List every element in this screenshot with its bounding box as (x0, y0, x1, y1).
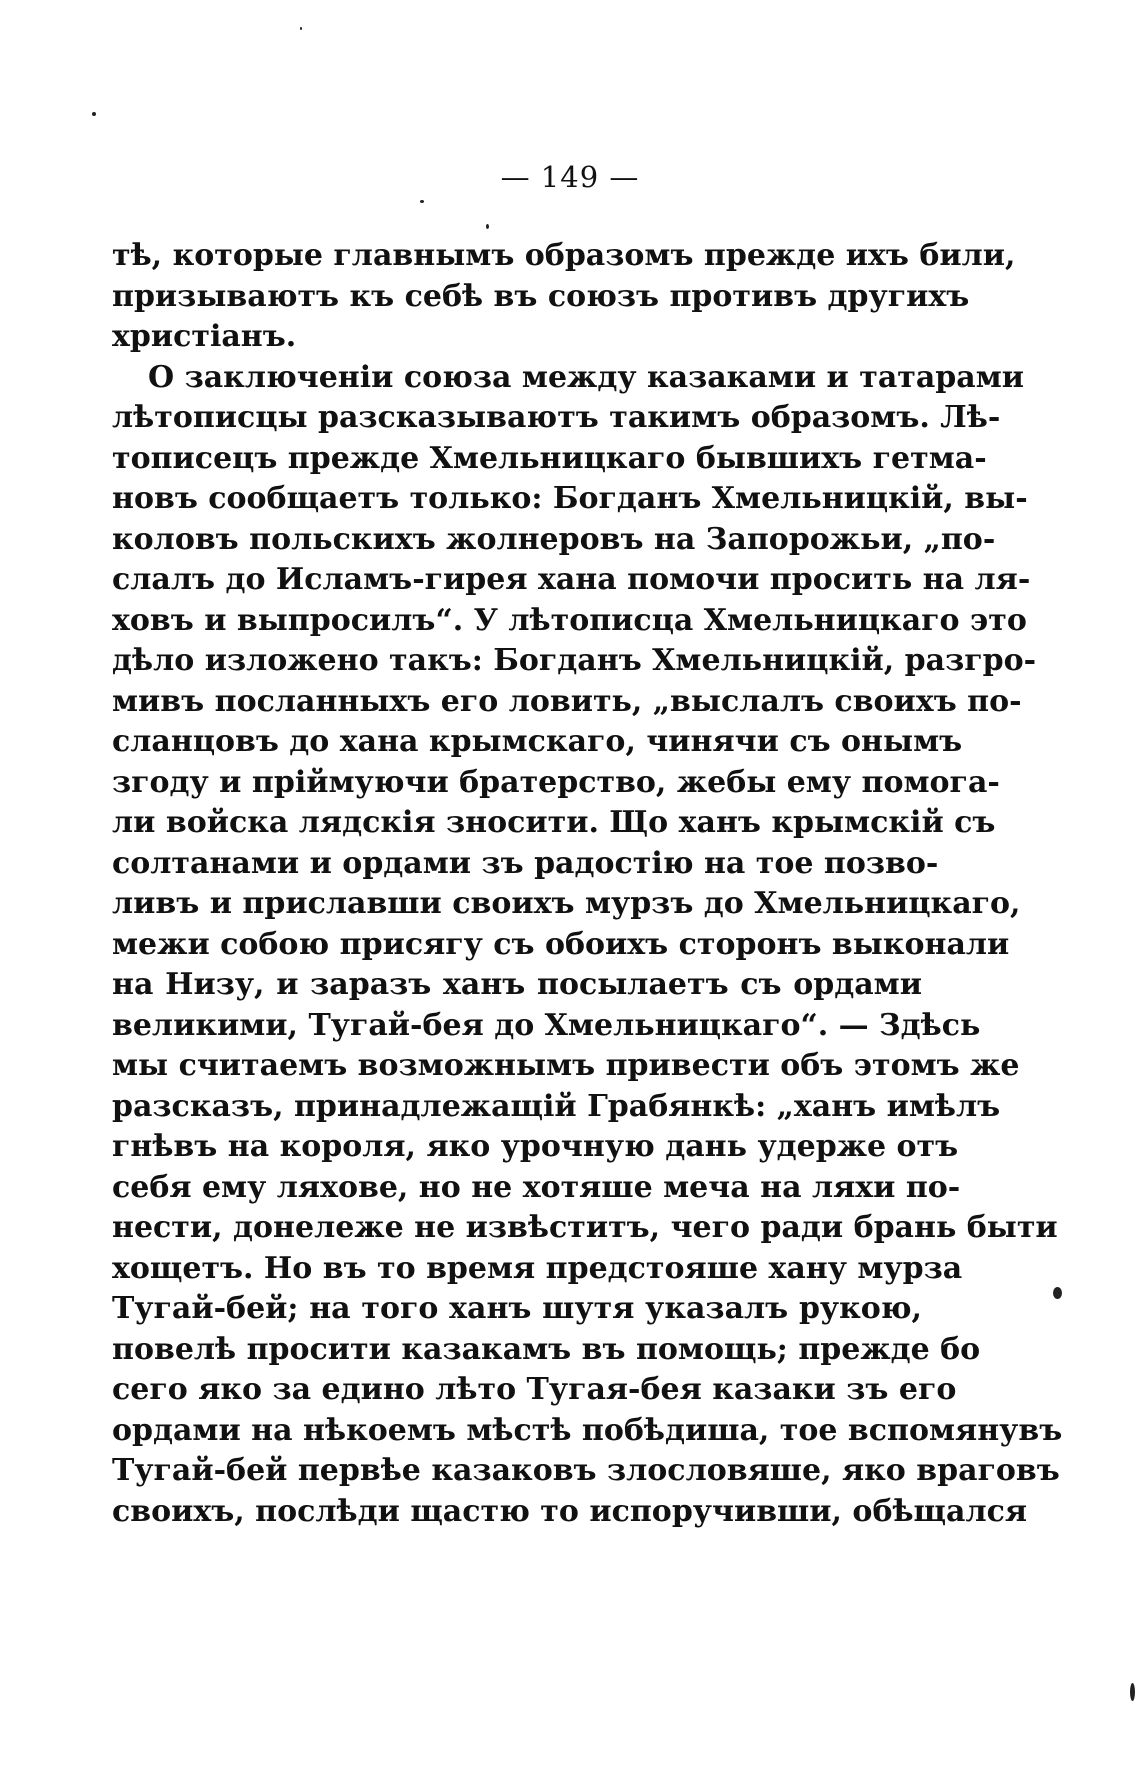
text-line: разсказъ, принадлежащій Грабянкѣ: „ханъ имѣлъ (112, 1088, 1001, 1124)
text-line: мы считаемъ возможнымъ привести объ этомъ же (112, 1048, 1020, 1083)
scan-speck (486, 224, 489, 229)
text-line: слалъ до Исламъ-гирея хана помочи просить на ля- (112, 562, 1031, 597)
text-line: тописецъ прежде Хмельницкаго бывшихъ гетма- (112, 440, 987, 476)
scan-speck (420, 200, 424, 203)
text-line: солтанами и ордами зъ радостію на тое позво- (112, 845, 939, 881)
page-number: — 149 — (500, 160, 640, 194)
text-line: лѣтописцы разсказываютъ такимъ образомъ. Лѣ- (112, 400, 1001, 435)
text-line: своихъ, послѣди щастю то испоручивши, обѣщался (112, 1493, 1028, 1529)
text-line: ли войска лядскія зносити. Що ханъ крымскій съ (112, 805, 996, 840)
text-line: гнѣвъ на короля, яко урочную дань удерже отъ (112, 1129, 959, 1164)
text-line: себя ему ляхове, но не хотяше меча на ляхи по- (112, 1169, 961, 1205)
text-line: ховъ и выпросилъ“. У лѣтописца Хмельницкаго это (112, 602, 1027, 638)
text-line: хощетъ. Но въ то время предстояше хану мурза (112, 1250, 963, 1286)
text-line: межи собою присягу съ обоихъ сторонъ выконали (112, 926, 1010, 962)
scan-speck (1053, 1287, 1062, 1299)
text-line: на Низу, и заразъ ханъ посылаетъ съ ордами (112, 967, 922, 1002)
text-line: тѣ, которые главнымъ образомъ прежде ихъ били, (112, 238, 1016, 273)
text-line: дѣло изложено такъ: Богданъ Хмельницкій, разгро- (112, 643, 1037, 678)
text-line: Тугай-бей; на того ханъ шутя указалъ рукою, (112, 1291, 922, 1326)
scan-speck (92, 112, 96, 116)
text-line: христіанъ. (112, 319, 297, 354)
text-line: сланцовъ до хана крымскаго, чинячи съ онымъ (112, 724, 963, 759)
text-line: Тугай-бей первѣе казаковъ злословяше, яко враговъ (112, 1453, 1060, 1488)
text-line: повелѣ просити казакамъ въ помощь; прежде бо (112, 1331, 981, 1367)
text-line: коловъ польскихъ жолнеровъ на Запорожьи, „по- (112, 521, 996, 557)
page-text (112, 236, 1063, 1532)
text-line: ливъ и приславши своихъ мурзъ до Хмельницкаго, (112, 886, 1021, 921)
text-line: згоду и пріймуючи братерство, жебы ему помога- (112, 764, 1000, 800)
text-line: новъ сообщаетъ только: Богданъ Хмельницкій, вы- (112, 481, 1028, 516)
text-line: призываютъ къ себѣ въ союзъ противъ другихъ (112, 278, 970, 314)
text-line: великими, Тугай-бея до Хмельницкаго“. — Здѣсь (112, 1007, 981, 1043)
text-line: ордами на нѣкоемъ мѣстѣ побѣдиша, тое вспомянувъ (112, 1412, 1063, 1448)
text-line: нести, донележе не извѣститъ, чего ради брань быти (112, 1210, 1058, 1245)
text-line: О заключеніи союза между казаками и татарами (148, 359, 1025, 395)
text-line: сего яко за едино лѣто Тугая-бея казаки зъ его (112, 1372, 957, 1407)
scan-speck (300, 27, 302, 30)
text-line: мивъ посланныхъ его ловить, „выслалъ своихъ по- (112, 683, 1022, 719)
scan-speck (1130, 1683, 1135, 1701)
